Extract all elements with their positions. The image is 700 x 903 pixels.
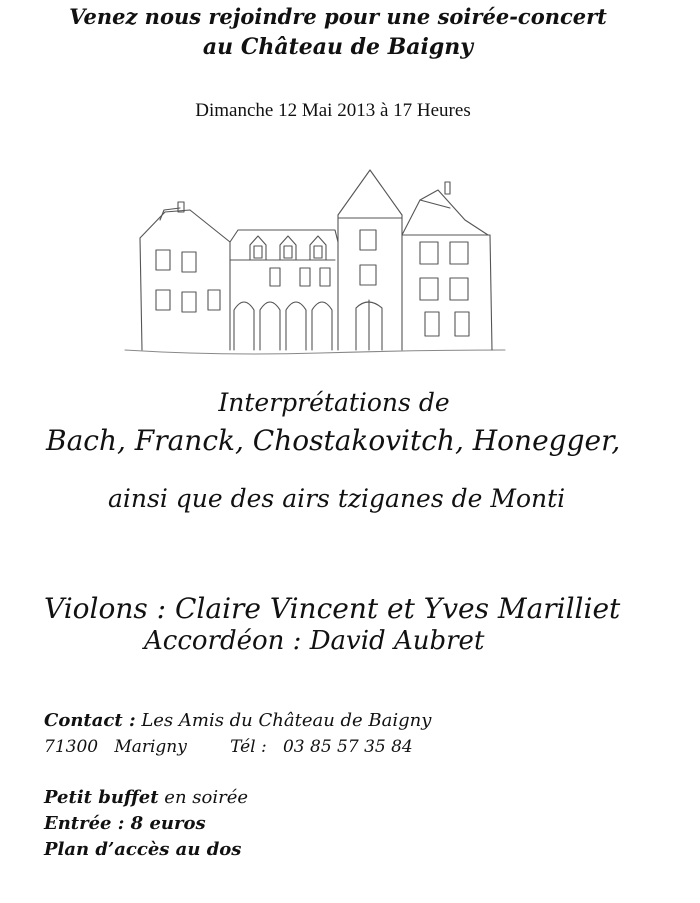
airs-prefix: ainsi que des airs tziganes de (108, 484, 491, 513)
airs-line (108, 484, 565, 513)
accordion-performer: Accordéon : David Aubret (144, 626, 485, 656)
contact-value: Les Amis du Château de Baigny (135, 710, 432, 731)
contact-line (44, 710, 431, 731)
buffet-rest: en soirée (158, 787, 249, 808)
venue-title: au Château de Baigny (202, 34, 474, 60)
violins-performers: Violons : Claire Vincent et Yves Marilliet (44, 592, 621, 625)
buffet-bold: Petit buffet (44, 787, 159, 808)
town: Marigny (114, 737, 187, 757)
postcode: 71300 (44, 737, 99, 757)
airs-composer: Monti (490, 484, 566, 513)
map-note: Plan d’accès au dos (44, 839, 242, 860)
castle-sketch (120, 160, 510, 365)
composers-list: Bach, Franck, Chostakovitch, Honegger, (46, 424, 621, 457)
program-intro: Interprétations de (218, 388, 450, 417)
tel-label: Tél : (230, 737, 267, 757)
address-line (44, 737, 413, 757)
buffet-line (44, 787, 248, 808)
entry-price: Entrée : 8 euros (44, 813, 206, 834)
invitation-title: Venez nous rejoindre pour une soirée-concert (69, 4, 607, 29)
contact-label: Contact : (44, 710, 136, 731)
event-date: Dimanche 12 Mai 2013 à 17 Heures (195, 100, 471, 121)
tel-value: 03 85 57 35 84 (282, 737, 413, 757)
